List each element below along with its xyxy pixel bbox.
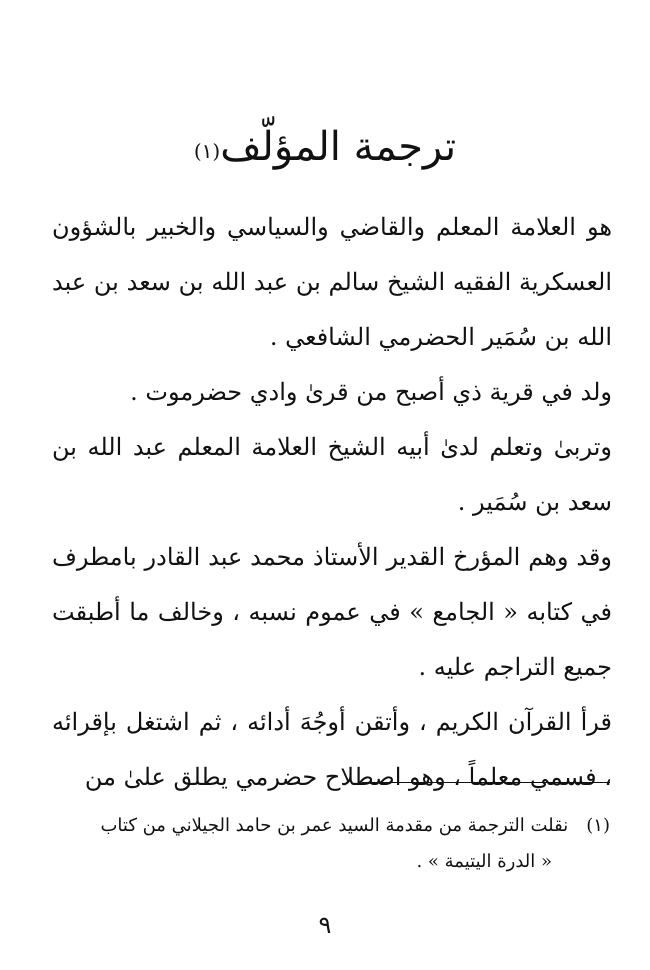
paragraph-quran: قرأ القرآن الكريم ، وأتقن أوجُهَ أدائه ، ثم اشتغل بإقرائه ، فسمي معلماً ، وهو اصطلاح حضرمي يطلق علىٰ من [52, 708, 612, 791]
footnote-divider [362, 782, 610, 783]
footnote-line-2: « الدرة اليتيمة » . [416, 851, 552, 872]
title-footnote-marker: (١) [193, 138, 221, 163]
page-title [0, 119, 650, 175]
paragraph-birth: ولد في قرية ذي أصبح من قرىٰ وادي حضرموت . [130, 378, 612, 406]
footnote-text-1: نقلت الترجمة من مقدمة السيد عمر بن حامد الجيلاني من كتاب [100, 815, 569, 836]
page-number: ٩ [318, 911, 332, 939]
paragraph-upbringing: وتربىٰ وتعلم لدىٰ أبيه الشيخ العلامة المعلم عبد الله بن سعد بن سُمَير . [52, 433, 612, 516]
title-text: ترجمة المؤلّف [220, 123, 457, 170]
paragraph-lineage-note: وقد وهم المؤرخ القدير الأستاذ محمد عبد القادر بامطرف في كتابه « الجامع » في عموم نسبه ، وخالف ما أطبقت جميع التراجم عليه . [52, 543, 612, 681]
footnote [35, 808, 610, 880]
footnote-number: (١) [586, 815, 610, 836]
body-text [52, 200, 612, 805]
footnote-line-1 [35, 808, 610, 844]
paragraph-identity: هو العلامة المعلم والقاضي والسياسي والخبير بالشؤون العسكرية الفقيه الشيخ سالم بن عبد الله بن سعد بن عبد الله بن سُمَير الحضرمي الشافعي . [52, 213, 612, 351]
